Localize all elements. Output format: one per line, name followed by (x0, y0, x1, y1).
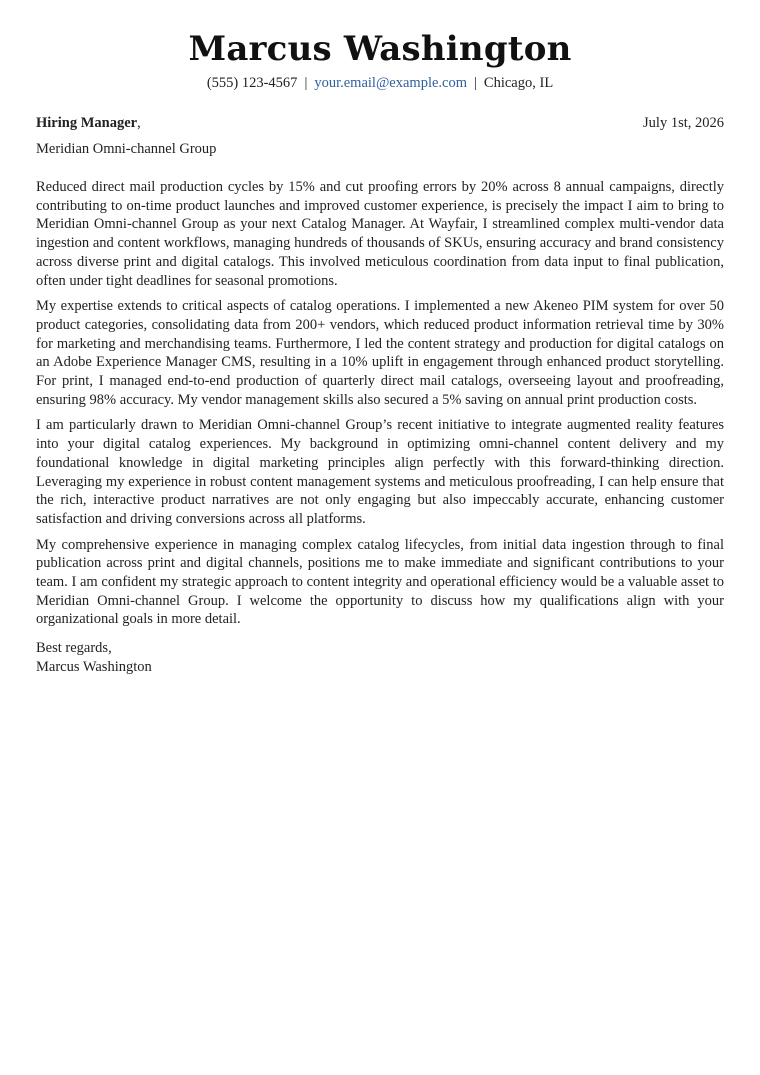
contact-separator: | (474, 75, 477, 91)
letter-closing (36, 639, 724, 677)
recipient-name-suffix: , (137, 115, 141, 131)
body-paragraph: Reduced direct mail production cycles by 15% and cut proofing errors by 20% across 8 annual campaigns, directly contributing to on-time product launches and improved customer experience, is precisely the impact I aim to bring to Meridian Omni-channel Group as your next Catalog Manager. At Wayfair, I streamlined complex multi-vendor data ingestion and content workflows, managing hundreds of thousands of SKUs, ensuring accuracy and brand consistency across diverse print and digital catalogs. This involved meticulous coordination from data input to final publication, often under tight deadlines for seasonal promotions. (36, 179, 724, 289)
letter-date: July 1st, 2026 (643, 115, 724, 131)
location: Chicago, IL (483, 75, 554, 91)
signature-name: Marcus Washington (36, 659, 152, 676)
phone-number: (555) 123-4567 (206, 75, 298, 91)
body-paragraph: My expertise extends to critical aspects of catalog operations. I implemented a new Akeneo PIM system for over 50 product categories, consolidating data from 200+ vendors, which reduced product information retrieval time by 30% for marketing and merchandising teams. Furthermore, I led the content strategy and production for digital catalogs on an Adobe Experience Manager CMS, resulting in a 10% uplift in engagement through enhanced product storytelling. For print, I managed end-to-end production of quarterly direct mail catalogs, overseeing layout and proofreading, ensuring 98% accuracy. My vendor management skills also secured a 5% saving on annual print production costs. (36, 298, 724, 408)
body-paragraph: I am particularly drawn to Meridian Omni-channel Group’s recent initiative to integrate augmented reality features into your digital catalog experiences. My background in optimizing omni-channel content delivery and my foundational knowledge in digital marketing principles align perfectly with this forward-thinking direction. Leveraging my experience in robust content management systems and meticulous proofreading, I can help ensure that the rich, interactive product narratives are not only engaging but also impeccably accurate, enhancing customer satisfaction and driving conversions across all platforms. (36, 417, 724, 527)
recipient-company: Meridian Omni-channel Group (36, 141, 217, 157)
email-link[interactable]: your.email@example.com (314, 75, 468, 91)
body-paragraph: My comprehensive experience in managing complex catalog lifecycles, from initial data ingestion through to final publication across print and digital channels, positions me to make immediate and significant contributions to your team. I am confident my strategic approach to content integrity and operational efficiency would be a valuable asset to Meridian Omni-channel Group. I welcome the opportunity to discuss how my qualifications align with your organizational goals in more detail. (36, 536, 724, 628)
recipient-name: Hiring Manager (36, 115, 138, 131)
contact-separator: | (304, 75, 308, 91)
letter-body (36, 178, 724, 629)
contact-line (36, 73, 724, 93)
recipient-date-row (36, 113, 724, 133)
recipient-line (36, 113, 141, 133)
closing-salutation: Best regards, (36, 640, 112, 657)
applicant-name: Marcus Washington (188, 29, 572, 69)
